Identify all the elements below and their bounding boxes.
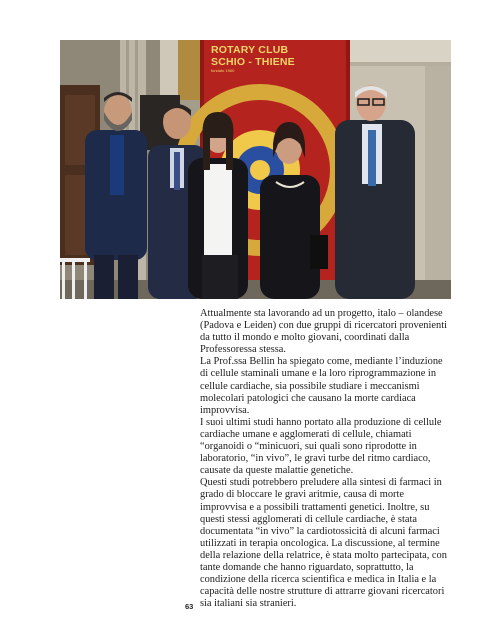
article-paragraph: Questi studi potrebbero preludere alla sintesi di farmaci in grado di bloccare le gravi aritmie, causa di morte improvvisa e a possibili trattamenti genetici. Inoltre, su questi stessi agglomerati di cellule cardiache, è stata documentata “in vivo” la cardiotossicità di alcuni farmaci utilizzati in terapia oncologica. La discussione, al termine della relazione della relatrice, è stata molto partecipata, con tante domande che hanno riguardato, soprattutto, la condizione della ricerca scientifica e medica in Italia e la capacità delle nostre strutture di attrarre giovani ricercatori sia italiani sia stranieri.: [200, 477, 447, 610]
article-body: [200, 308, 450, 610]
photo-illustration: [60, 40, 451, 299]
article-paragraph: La Prof.ssa Bellin ha spiegato come, mediante l’induzione di cellule staminali umane e la loro riprogrammazione in cellule cardiache, sia possibile studiare i meccanismi molecolari patologici che causano la morte cardiaca improvvisa.: [200, 356, 443, 416]
article-paragraph: Attualmente sta lavorando ad un progetto, italo – olandese (Padova e Leiden) con due gruppi di ricercatori provenienti da tutto il mondo e molto giovani, coordinati dalla Professoressa stessa.: [200, 308, 447, 356]
banner-title: ROTARY CLUB: [211, 44, 289, 56]
banner-lettering: [211, 45, 295, 73]
event-photo: [60, 40, 451, 299]
banner-club-name: SCHIO - THIENE: [211, 55, 295, 68]
page-number: 63: [185, 602, 194, 611]
banner-founded: fondato 1960: [211, 68, 235, 73]
article-paragraph: I suoi ultimi studi hanno portato alla produzione di cellule cardiache umane e agglomerati di cellule, chiamati “organoidi o “minicuori, sui quali sono riprodotte in laboratorio, “in vivo”, le gravi turbe del ritmo cardiaco, causate da queste malattie genetiche.: [200, 416, 442, 477]
